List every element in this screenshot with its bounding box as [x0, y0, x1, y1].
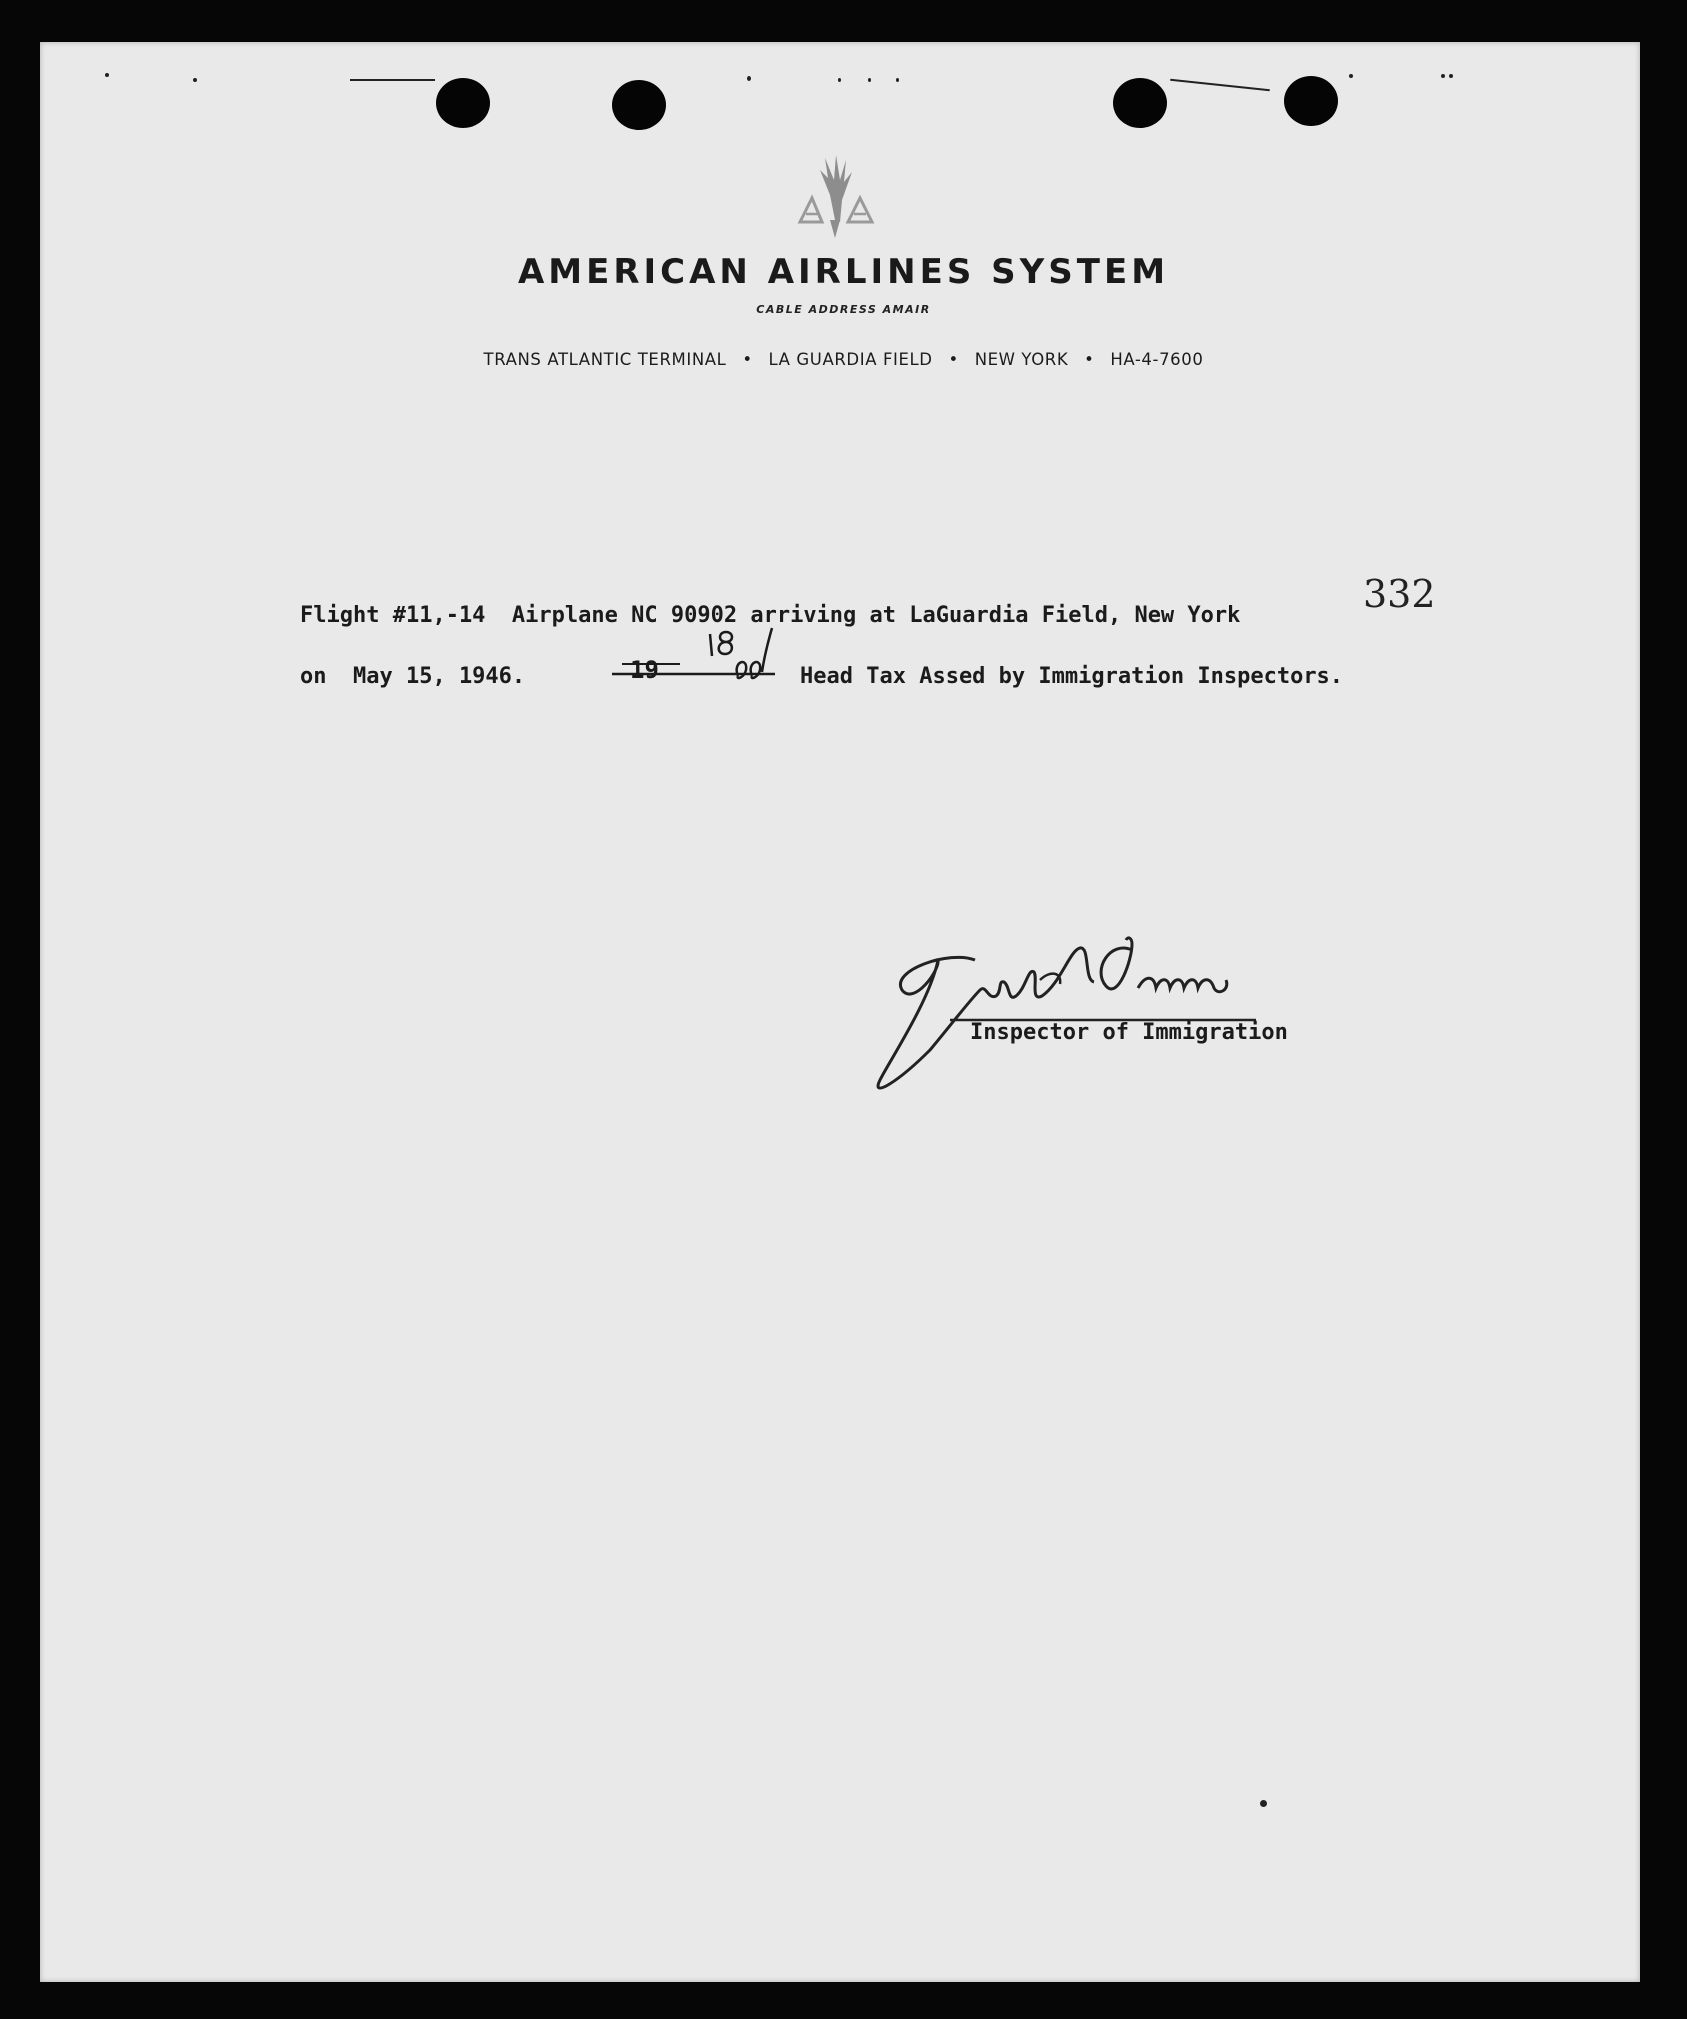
- aa-eagle-logo-icon: [790, 150, 880, 250]
- speck: [868, 78, 871, 82]
- document-number: 332: [1363, 572, 1436, 616]
- address-separator: •: [948, 350, 959, 369]
- punch-hole: [436, 78, 490, 128]
- signature-title: Inspector of Immigration: [970, 1020, 1288, 1045]
- speck: [193, 78, 197, 82]
- cable-address: CABLE ADDRESS AMAIR: [756, 303, 931, 316]
- date-line: on May 15, 1946.: [300, 664, 526, 689]
- top-mark: [350, 79, 435, 81]
- svg-text:19: 19: [630, 656, 659, 684]
- punch-hole: [1284, 76, 1338, 126]
- document-page: [40, 42, 1640, 1982]
- speck: [896, 78, 899, 82]
- speck: [1449, 74, 1453, 78]
- address-separator: •: [742, 350, 753, 369]
- speck: [1260, 1800, 1267, 1807]
- address-separator: •: [1084, 350, 1095, 369]
- punch-hole: [612, 80, 666, 130]
- punch-hole: [1113, 78, 1167, 128]
- handwritten-signature-icon: [870, 930, 1290, 1090]
- address-field: LA GUARDIA FIELD: [768, 350, 933, 369]
- address-terminal: TRANS ATLANTIC TERMINAL: [483, 350, 727, 369]
- address-phone: HA-4-7600: [1110, 350, 1204, 369]
- flight-line: Flight #11,-14 Airplane NC 90902 arriving at LaGuardia Field, New York: [300, 603, 1241, 628]
- speck: [105, 73, 109, 77]
- head-tax-line: Head Tax Assed by Immigration Inspectors.: [800, 664, 1344, 689]
- speck: [747, 76, 751, 81]
- speck: [1441, 74, 1445, 78]
- company-name: AMERICAN AIRLINES SYSTEM: [517, 252, 1170, 292]
- speck: [1349, 74, 1353, 78]
- address-city: NEW YORK: [974, 350, 1069, 369]
- speck: [838, 78, 841, 82]
- letterhead-address: [0, 350, 1687, 369]
- handwritten-head-tax-amount: [610, 620, 785, 692]
